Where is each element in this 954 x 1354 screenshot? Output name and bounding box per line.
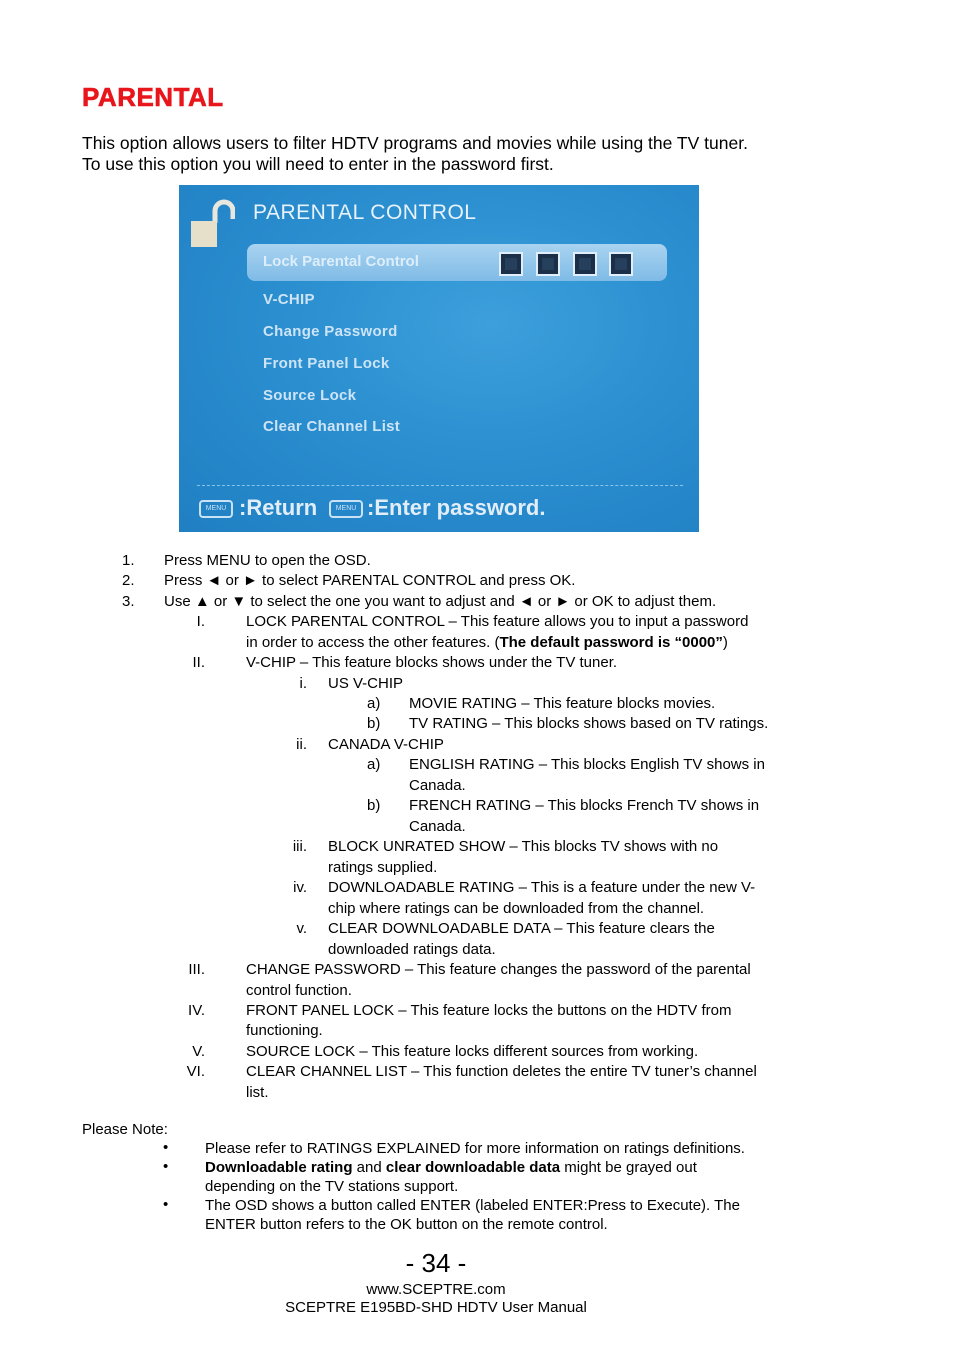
- list-text: CANADA V-CHIP: [328, 736, 444, 753]
- list-text: DOWNLOADABLE RATING – This is a feature under the new V-: [328, 879, 756, 896]
- pin-box: [499, 252, 523, 276]
- list-marker: VI.: [186, 1063, 205, 1080]
- osd-selected-label: Lock Parental Control: [263, 253, 419, 270]
- list-marker: iv.: [293, 879, 307, 896]
- list-marker: III.: [188, 961, 205, 978]
- list-marker: I.: [196, 613, 205, 630]
- list-text: US V-CHIP: [328, 675, 404, 692]
- list-marker: V.: [192, 1043, 205, 1060]
- step-number: 1.: [122, 552, 135, 569]
- osd-footer-return: :Return: [239, 495, 318, 520]
- list-marker: b): [367, 715, 381, 732]
- note-text: Please refer to RATINGS EXPLAINED for more information on ratings definitions.: [205, 1140, 745, 1157]
- list-marker: i.: [299, 675, 307, 692]
- list-text: Canada.: [409, 777, 466, 794]
- note-text: Downloadable rating and clear downloadable data might be grayed out: [205, 1159, 697, 1176]
- list-text: downloaded ratings data.: [328, 941, 496, 958]
- page-number: - 34 -: [405, 1248, 467, 1278]
- bullet-icon: •: [163, 1196, 169, 1213]
- list-text: SOURCE LOCK – This feature locks different sources from working.: [246, 1043, 699, 1060]
- list-text: control function.: [246, 982, 352, 999]
- step-text: Press MENU to open the OSD.: [164, 552, 371, 569]
- pin-box: [573, 252, 597, 276]
- list-text: TV RATING – This blocks shows based on TV ratings.: [409, 715, 769, 732]
- osd-footer-enter: :Enter password.: [367, 495, 546, 520]
- osd-screenshot: [179, 185, 699, 532]
- list-text: ratings supplied.: [328, 859, 438, 876]
- list-text: CLEAR DOWNLOADABLE DATA – This feature clears the: [328, 920, 715, 937]
- osd-item: Change Password: [263, 323, 398, 340]
- osd-title: PARENTAL CONTROL: [253, 201, 477, 224]
- note-label: Please Note:: [82, 1121, 168, 1138]
- list-text: in order to access the other features. (The default password is “0000”): [246, 634, 728, 651]
- list-text: FRONT PANEL LOCK – This feature locks the buttons on the HDTV from: [246, 1002, 732, 1019]
- list-marker: ii.: [296, 736, 307, 753]
- list-text: BLOCK UNRATED SHOW – This blocks TV shows with no: [328, 838, 719, 855]
- step-text: Press ◄ or ► to select PARENTAL CONTROL and press OK.: [164, 572, 576, 589]
- intro-line-2: To use this option you will need to enter in the password first.: [82, 154, 554, 174]
- footer-url: www.SCEPTRE.com: [366, 1281, 506, 1298]
- osd-item: V-CHIP: [263, 291, 315, 308]
- list-text: FRENCH RATING – This blocks French TV shows in: [409, 797, 760, 814]
- note-text: The OSD shows a button called ENTER (labeled ENTER:Press to Execute). The: [205, 1197, 740, 1214]
- bullet-icon: •: [163, 1158, 169, 1175]
- intro-line-1: This option allows users to filter HDTV programs and movies while using the TV tuner.: [82, 133, 748, 153]
- list-marker: II.: [192, 654, 205, 671]
- footer-manual: SCEPTRE E195BD-SHD HDTV User Manual: [285, 1299, 587, 1316]
- list-text: MOVIE RATING – This feature blocks movies.: [409, 695, 716, 712]
- note-text: ENTER button refers to the OK button on the remote control.: [205, 1216, 608, 1233]
- list-text: functioning.: [246, 1022, 323, 1039]
- list-text: CHANGE PASSWORD – This feature changes the password of the parental: [246, 961, 751, 978]
- list-text: LOCK PARENTAL CONTROL – This feature allows you to input a password: [246, 613, 749, 630]
- menu-key-icon: MENU: [199, 500, 233, 518]
- step-number: 2.: [122, 572, 135, 589]
- bullet-icon: •: [163, 1139, 169, 1156]
- list-marker: iii.: [292, 838, 307, 855]
- osd-item: Front Panel Lock: [263, 355, 390, 372]
- list-text: chip where ratings can be downloaded from the channel.: [328, 900, 705, 917]
- list-text: CLEAR CHANNEL LIST – This function deletes the entire TV tuner’s channel: [246, 1063, 757, 1080]
- list-text: Canada.: [409, 818, 466, 835]
- osd-divider: [197, 485, 683, 486]
- list-text: ENGLISH RATING – This blocks English TV shows in: [409, 756, 765, 773]
- list-marker: a): [367, 756, 381, 773]
- menu-key-icon: MENU: [329, 500, 363, 518]
- list-text: list.: [246, 1084, 269, 1101]
- pin-box: [609, 252, 633, 276]
- list-text: V-CHIP – This feature blocks shows under the TV tuner.: [246, 654, 618, 671]
- list-marker: a): [367, 695, 381, 712]
- padlock-icon: [189, 199, 235, 247]
- note-text: depending on the TV stations support.: [205, 1178, 459, 1195]
- list-marker: IV.: [188, 1002, 205, 1019]
- osd-item: Source Lock: [263, 387, 357, 404]
- pin-box: [536, 252, 560, 276]
- page-title: PARENTAL: [82, 82, 224, 112]
- osd-item: Clear Channel List: [263, 418, 401, 435]
- step-number: 3.: [122, 593, 135, 610]
- step-text: Use ▲ or ▼ to select the one you want to adjust and ◄ or ► or OK to adjust them.: [164, 593, 717, 610]
- list-marker: b): [367, 797, 381, 814]
- list-marker: v.: [296, 920, 307, 937]
